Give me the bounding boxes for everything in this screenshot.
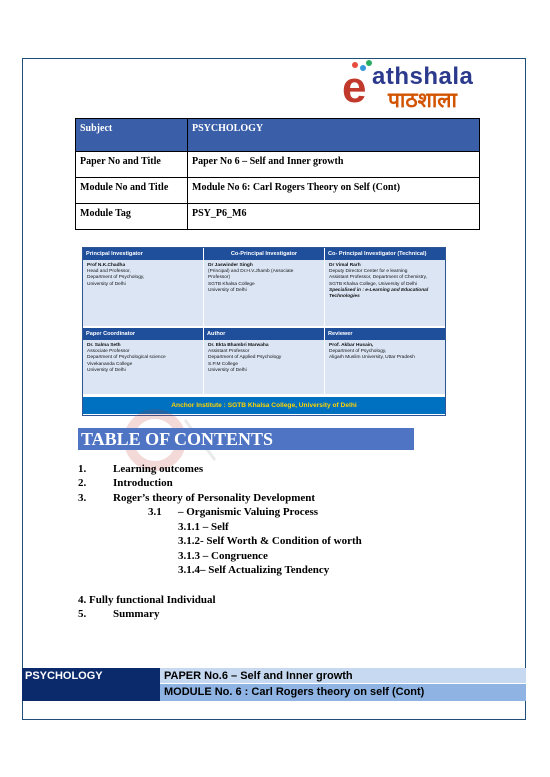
anchor-institute-banner: Anchor Institute : SGTB Khalsa College, University of Delhi [83,397,445,414]
cell-body [204,340,324,394]
toc-item-organismic-valuing[interactable]: – Organismic Valuing Process [178,506,319,518]
toc-item-self-actualizing[interactable]: 3.1.4– Self Actualizing Tendency [178,564,330,576]
cell-heading: Principal Investigator [83,248,203,260]
credit-line: Dr. Salma Seth [87,343,121,348]
credits-panel [82,247,446,416]
credit-line: Head and Professor, [87,269,131,275]
credit-line: Department of Applied Psychology [208,355,282,361]
cell-heading: Co- Principal Investigator (Technical) [325,248,445,260]
toc-item-summary[interactable]: Summary [113,608,160,620]
info-value: Module No 6: Carl Rogers Theory on Self (Cont) [188,178,480,204]
toc-item-fully-functional[interactable]: 4. Fully functional Individual [78,594,216,606]
table-row [76,119,480,152]
info-key: Module Tag [76,204,188,230]
credit-line: Dr. Ekta Bhambri Marwaha [208,343,269,348]
toc-item-number: 3.1 [148,506,162,518]
toc-item-number: 1. [78,463,87,475]
cell-heading: Co-Principal Investigator [204,248,324,260]
cell-body [204,260,324,326]
table-row [76,152,480,178]
credit-line: Vivekananda College [87,361,133,367]
toc-item-rogers-theory[interactable]: Roger’s theory of Personality Development [113,492,316,504]
co-principal-technical-cell [325,248,445,326]
toc-item-learning-outcomes[interactable]: Learning outcomes [113,463,204,475]
credit-line: Department of Psychology, [329,349,387,355]
cell-body [83,260,203,326]
info-value: Paper No 6 – Self and Inner growth [188,152,480,178]
credit-line: Associate Professor [87,349,130,355]
module-info-table [75,118,480,230]
logo-hindi-text: पाठशाला [388,88,457,112]
table-row [76,204,480,230]
cell-heading: Paper Coordinator [83,328,203,340]
toc-item-introduction[interactable]: Introduction [113,477,173,489]
epathshala-logo [342,62,512,118]
cell-body [325,260,445,326]
toc-item-self[interactable]: 3.1.1 – Self [178,521,229,533]
credit-line: SGTB Khalsa College, University of Delhi [329,281,417,287]
credit-line: Department of Psychology, [87,275,145,281]
toc-item-number: 2. [78,477,87,489]
toc-title: TABLE OF CONTENTS [81,429,274,449]
principal-investigator-cell [83,248,203,326]
credit-line: Department of Psychological science [87,355,166,361]
credit-line: Dr Vimal Rarh [329,263,361,268]
credit-line: Aligarh Muslim University, Uttar Pradesh [329,355,415,361]
credit-line: SGTB Khalsa College [208,281,255,287]
table-row [76,178,480,204]
credit-line: University of Delhi [87,367,126,373]
info-value: PSY_P6_M6 [188,204,480,230]
info-value: PSYCHOLOGY [188,119,480,152]
credit-line: University of Delhi [208,287,247,293]
toc-item-self-worth[interactable]: 3.1.2- Self Worth & Condition of worth [178,535,362,547]
cell-body [83,340,203,394]
author-cell [204,328,324,394]
toc-item-number: 5. [78,608,87,620]
credit-line: University of Delhi [208,367,247,373]
credit-line: Prof N.K.Chadha [87,263,126,268]
page-footer [22,668,526,701]
credit-line: Specialised in : e-Learning and Educational [329,287,429,293]
toc-item-congruence[interactable]: 3.1.3 – Congruence [178,550,268,562]
paper-coordinator-cell [83,328,203,394]
reviewer-cell [325,328,445,394]
footer-paper: PAPER No.6 – Self and Inner growth [160,668,526,684]
footer-subject: PSYCHOLOGY [22,668,160,701]
credit-line: Technologies [329,294,360,300]
toc-item-number: 3. [78,492,87,504]
credit-line: Assistant Professor [208,349,250,355]
credit-line: Dr Jaswinder Singh [208,263,253,268]
credit-line: Professor) [208,275,231,281]
cell-heading: Reviewer [325,328,445,340]
co-principal-investigator-cell [204,248,324,326]
credit-line: Deputy Director Center for e learning [329,269,408,275]
logo-letter-e: e [342,63,367,112]
credit-line: Prof. Akbar Husain, [329,343,374,348]
footer-module: MODULE No. 6 : Carl Rogers theory on self (Cont) [160,684,526,701]
info-key: Subject [76,119,188,152]
info-key: Module No and Title [76,178,188,204]
cell-heading: Author [204,328,324,340]
credit-line: Assistant Professor, Department of Chemistry, [329,275,428,281]
logo-latin-text: athshala [372,63,474,90]
credit-line: University of Delhi [87,281,126,287]
info-key: Paper No and Title [76,152,188,178]
cell-body [325,340,445,394]
credit-line: S.P.M College [208,361,239,367]
credit-line: (Principal) and Dr.H.V.Jhamb (Associate [208,269,294,275]
